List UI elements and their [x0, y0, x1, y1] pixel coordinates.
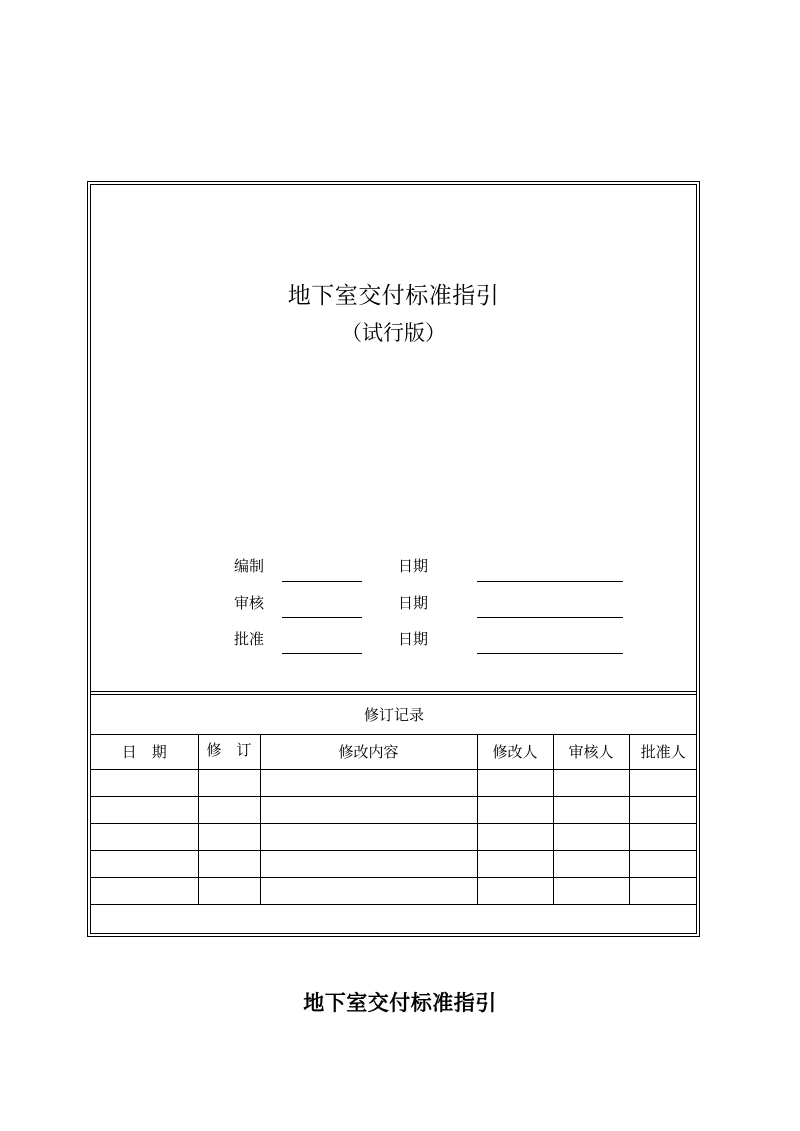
header-reviewer: 审核人 [553, 734, 629, 769]
signoff-date-label: 日期 [398, 594, 429, 612]
table-cell[interactable] [553, 796, 629, 823]
signoff-date-label: 日期 [398, 630, 429, 648]
table-row [91, 769, 697, 796]
table-cell[interactable] [629, 769, 697, 796]
table-cell[interactable] [629, 796, 697, 823]
header-modifier: 修改人 [477, 734, 553, 769]
document-subtitle: （试行版） [341, 321, 446, 345]
document-title: 地下室交付标准指引 [287, 283, 500, 309]
revision-table-title: 修订记录 [91, 695, 697, 734]
table-cell[interactable] [629, 850, 697, 877]
signoff-role-label: 编制 [234, 557, 265, 575]
signoff-role-label: 审核 [234, 594, 265, 612]
table-cell[interactable] [91, 904, 697, 937]
table-cell[interactable] [91, 769, 198, 796]
revision-divider [91, 691, 696, 692]
revision-table [91, 695, 697, 937]
cover-frame [87, 181, 700, 937]
table-cell[interactable] [260, 877, 477, 904]
signoff-date-line[interactable] [477, 653, 623, 654]
table-cell[interactable] [477, 769, 553, 796]
table-cell[interactable] [629, 823, 697, 850]
table-cell[interactable] [477, 850, 553, 877]
table-cell[interactable] [260, 796, 477, 823]
table-cell[interactable] [553, 823, 629, 850]
table-cell[interactable] [198, 823, 260, 850]
table-row [91, 796, 697, 823]
table-cell[interactable] [198, 796, 260, 823]
table-cell[interactable] [198, 850, 260, 877]
header-content: 修改内容 [260, 734, 477, 769]
table-cell[interactable] [553, 877, 629, 904]
table-cell[interactable] [91, 850, 198, 877]
signoff-role-label: 批准 [234, 630, 265, 648]
table-cell[interactable] [91, 796, 198, 823]
revision-table-title-row [91, 695, 697, 734]
table-cell[interactable] [198, 769, 260, 796]
header-date: 日 期 [91, 734, 198, 769]
signoff-date-label: 日期 [398, 557, 429, 575]
table-cell[interactable] [553, 850, 629, 877]
table-row [91, 877, 697, 904]
table-cell[interactable] [477, 796, 553, 823]
revision-table-header-row [91, 734, 697, 769]
table-footer-row [91, 904, 697, 937]
header-approver: 批准人 [629, 734, 697, 769]
table-cell[interactable] [477, 877, 553, 904]
signoff-name-line[interactable] [282, 617, 362, 618]
cover-frame-inner [90, 184, 697, 934]
page-heading: 地下室交付标准指引 [303, 991, 497, 1015]
table-cell[interactable] [260, 823, 477, 850]
signoff-date-line[interactable] [477, 617, 623, 618]
signoff-name-line[interactable] [282, 653, 362, 654]
table-cell[interactable] [91, 877, 198, 904]
header-revision: 修 订 [198, 734, 260, 769]
table-row [91, 850, 697, 877]
table-cell[interactable] [477, 823, 553, 850]
signoff-name-line[interactable] [282, 581, 362, 582]
signoff-date-line[interactable] [477, 581, 623, 582]
table-cell[interactable] [629, 877, 697, 904]
table-cell[interactable] [260, 769, 477, 796]
table-cell[interactable] [198, 877, 260, 904]
table-cell[interactable] [553, 769, 629, 796]
table-cell[interactable] [91, 823, 198, 850]
table-cell[interactable] [260, 850, 477, 877]
table-row [91, 823, 697, 850]
